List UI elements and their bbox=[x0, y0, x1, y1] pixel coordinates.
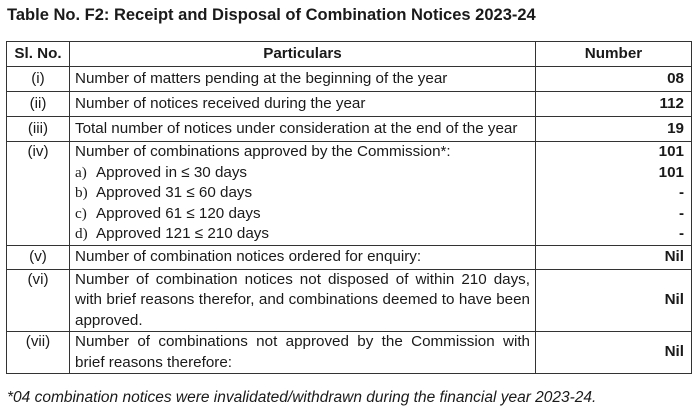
row-particulars: Number of combination notices not disposed of within 210 days, with brief reasons therefor, and combinations deemed to have been approved. bbox=[70, 269, 536, 332]
sub-item-text: Approved 61 ≤ 120 days bbox=[96, 204, 261, 222]
table-row bbox=[7, 269, 692, 332]
table-row bbox=[7, 245, 692, 269]
header-particulars: Particulars bbox=[70, 42, 536, 67]
footnote: *04 combination notices were invalidated/withdrawn during the financial year 2023-24. bbox=[7, 389, 597, 406]
row-number: Nil bbox=[536, 332, 692, 374]
sub-item-text: Approved 121 ≤ 210 days bbox=[96, 225, 269, 242]
table-title: Table No. F2: Receipt and Disposal of Combination Notices 2023-24 bbox=[7, 6, 536, 24]
combination-notices-table bbox=[6, 41, 692, 374]
row-main-text: Number of combinations approved by the Commission*: bbox=[75, 143, 451, 160]
sub-item-number: - bbox=[678, 204, 684, 222]
sub-item-letter: b) bbox=[75, 184, 88, 201]
table-row bbox=[7, 142, 692, 246]
row-particulars bbox=[70, 142, 536, 246]
row-particulars: Number of combination notices ordered for enquiry: bbox=[70, 245, 536, 269]
header-number: Number bbox=[536, 42, 692, 67]
sub-item bbox=[75, 163, 530, 184]
sub-item-letter: d) bbox=[75, 225, 88, 242]
row-number: 19 bbox=[536, 117, 692, 142]
sub-item bbox=[75, 224, 530, 245]
sub-item-text: Approved in ≤ 30 days bbox=[96, 163, 248, 181]
row-number: 112 bbox=[536, 92, 692, 117]
row-sl: (iv) bbox=[7, 142, 70, 246]
row-particulars: Number of combinations not approved by the Commission with brief reasons therefore: bbox=[70, 332, 536, 374]
table-row bbox=[7, 67, 692, 92]
table-header-row bbox=[7, 42, 692, 67]
sub-item-letter: c) bbox=[75, 204, 87, 222]
row-number bbox=[536, 142, 692, 246]
row-sl: (i) bbox=[7, 67, 70, 92]
sub-item bbox=[75, 183, 530, 204]
header-sl-no: Sl. No. bbox=[7, 42, 70, 67]
sub-item-number: 101 bbox=[658, 163, 684, 181]
row-particulars: Number of matters pending at the beginning of the year bbox=[70, 67, 536, 92]
row-sl: (vii) bbox=[7, 332, 70, 374]
row-particulars: Number of notices received during the year bbox=[70, 92, 536, 117]
row-number: 08 bbox=[536, 67, 692, 92]
row-number: Nil bbox=[536, 245, 692, 269]
row-sl: (vi) bbox=[7, 269, 70, 332]
row-main-number: 101 bbox=[658, 143, 684, 160]
sub-item-number: - bbox=[678, 184, 684, 201]
table-row bbox=[7, 117, 692, 142]
sub-item bbox=[75, 204, 530, 225]
table-row bbox=[7, 92, 692, 117]
sub-item-number: - bbox=[678, 225, 684, 242]
row-number: Nil bbox=[536, 269, 692, 332]
sub-item-text: Approved 31 ≤ 60 days bbox=[96, 184, 253, 201]
row-particulars: Total number of notices under consideration at the end of the year bbox=[70, 117, 536, 142]
row-sl: (ii) bbox=[7, 92, 70, 117]
sub-item-letter: a) bbox=[75, 163, 87, 181]
table-row bbox=[7, 332, 692, 374]
row-sl: (iii) bbox=[7, 117, 70, 142]
row-sl: (v) bbox=[7, 245, 70, 269]
